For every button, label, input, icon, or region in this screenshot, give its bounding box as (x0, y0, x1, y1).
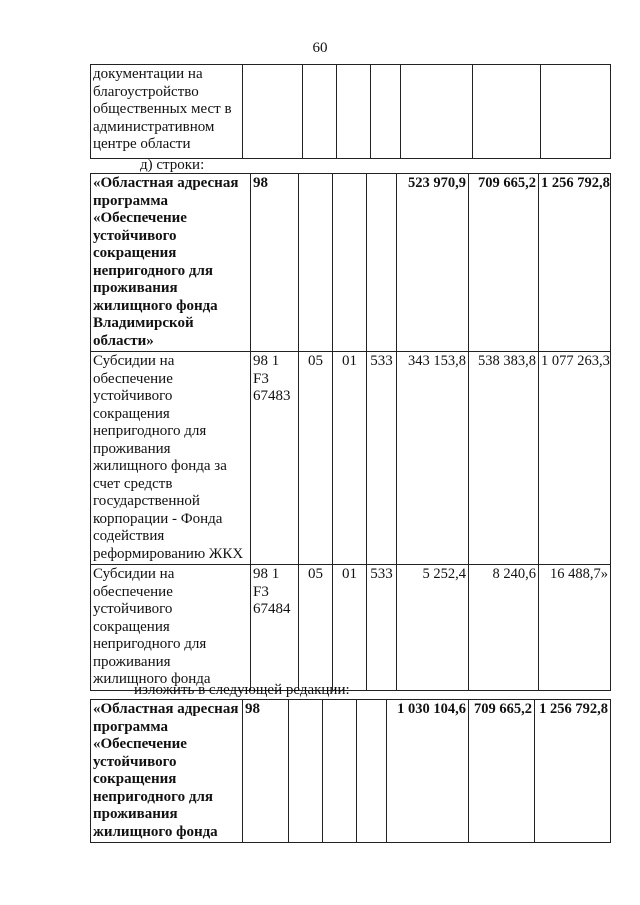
cell-rz (299, 174, 333, 352)
cell-rz (289, 700, 323, 843)
cell-value-2: 709 665,2 (469, 700, 535, 843)
cell-vr (371, 65, 401, 159)
page-number: 60 (312, 40, 328, 56)
cell-value-3: 16 488,7» (539, 565, 611, 691)
cell-pr (333, 174, 367, 352)
cell-vr: 533 (367, 352, 397, 565)
cell-pr (323, 700, 357, 843)
cell-vr (367, 174, 397, 352)
cell-name: «Областная адресная программа «Обеспечение устойчивого сокращения непригодного для проживания жилищного фонда Владимирской области» (91, 174, 251, 352)
cell-rz: 05 (299, 565, 333, 691)
cell-kbk: 98 1 F3 67484 (251, 565, 299, 691)
cell-value-1 (401, 65, 473, 159)
cell-rz: 05 (299, 352, 333, 565)
cell-value-1: 523 970,9 (397, 174, 469, 352)
cell-kbk (243, 65, 303, 159)
cell-name: Субсидии на обеспечение устойчивого сокращения непригодного для проживания жилищного фонда (91, 565, 251, 691)
cell-vr (357, 700, 387, 843)
table-row (91, 565, 611, 691)
cell-value-2: 709 665,2 (469, 174, 539, 352)
cell-pr: 01 (333, 565, 367, 691)
label-new-edition: изложить в следующей редакции: (134, 682, 350, 698)
cell-pr: 01 (333, 352, 367, 565)
cell-vr: 533 (367, 565, 397, 691)
cell-value-2 (473, 65, 541, 159)
cell-value-1: 343 153,8 (397, 352, 469, 565)
cell-value-3: 1 256 792,8 (535, 700, 611, 843)
cell-rz (303, 65, 337, 159)
budget-table-bottom (90, 699, 611, 843)
cell-value-3: 1 256 792,8 (539, 174, 611, 352)
cell-pr (337, 65, 371, 159)
budget-table-middle (90, 173, 611, 691)
budget-table-top (90, 64, 611, 159)
table-row (91, 174, 611, 352)
cell-name: Субсидии на обеспечение устойчивого сокращения непригодного для проживания жилищного фонда за счет средств государственной корпорации - Фонда содействия реформированию ЖКХ (91, 352, 251, 565)
cell-value-1: 5 252,4 (397, 565, 469, 691)
table-row (91, 352, 611, 565)
cell-name: документации на благоустройство общественных мест в административном центре области (91, 65, 243, 159)
cell-value-3: 1 077 263,3 (539, 352, 611, 565)
cell-value-1: 1 030 104,6 (387, 700, 469, 843)
cell-kbk: 98 (243, 700, 289, 843)
cell-value-2: 8 240,6 (469, 565, 539, 691)
cell-name: «Областная адресная программа «Обеспечение устойчивого сокращения непригодного для проживания жилищного фонда (91, 700, 243, 843)
label-rows: д) строки: (140, 157, 205, 173)
cell-value-3 (541, 65, 611, 159)
table-row (91, 65, 611, 159)
table-row (91, 700, 611, 843)
cell-value-2: 538 383,8 (469, 352, 539, 565)
cell-kbk: 98 (251, 174, 299, 352)
cell-kbk: 98 1 F3 67483 (251, 352, 299, 565)
